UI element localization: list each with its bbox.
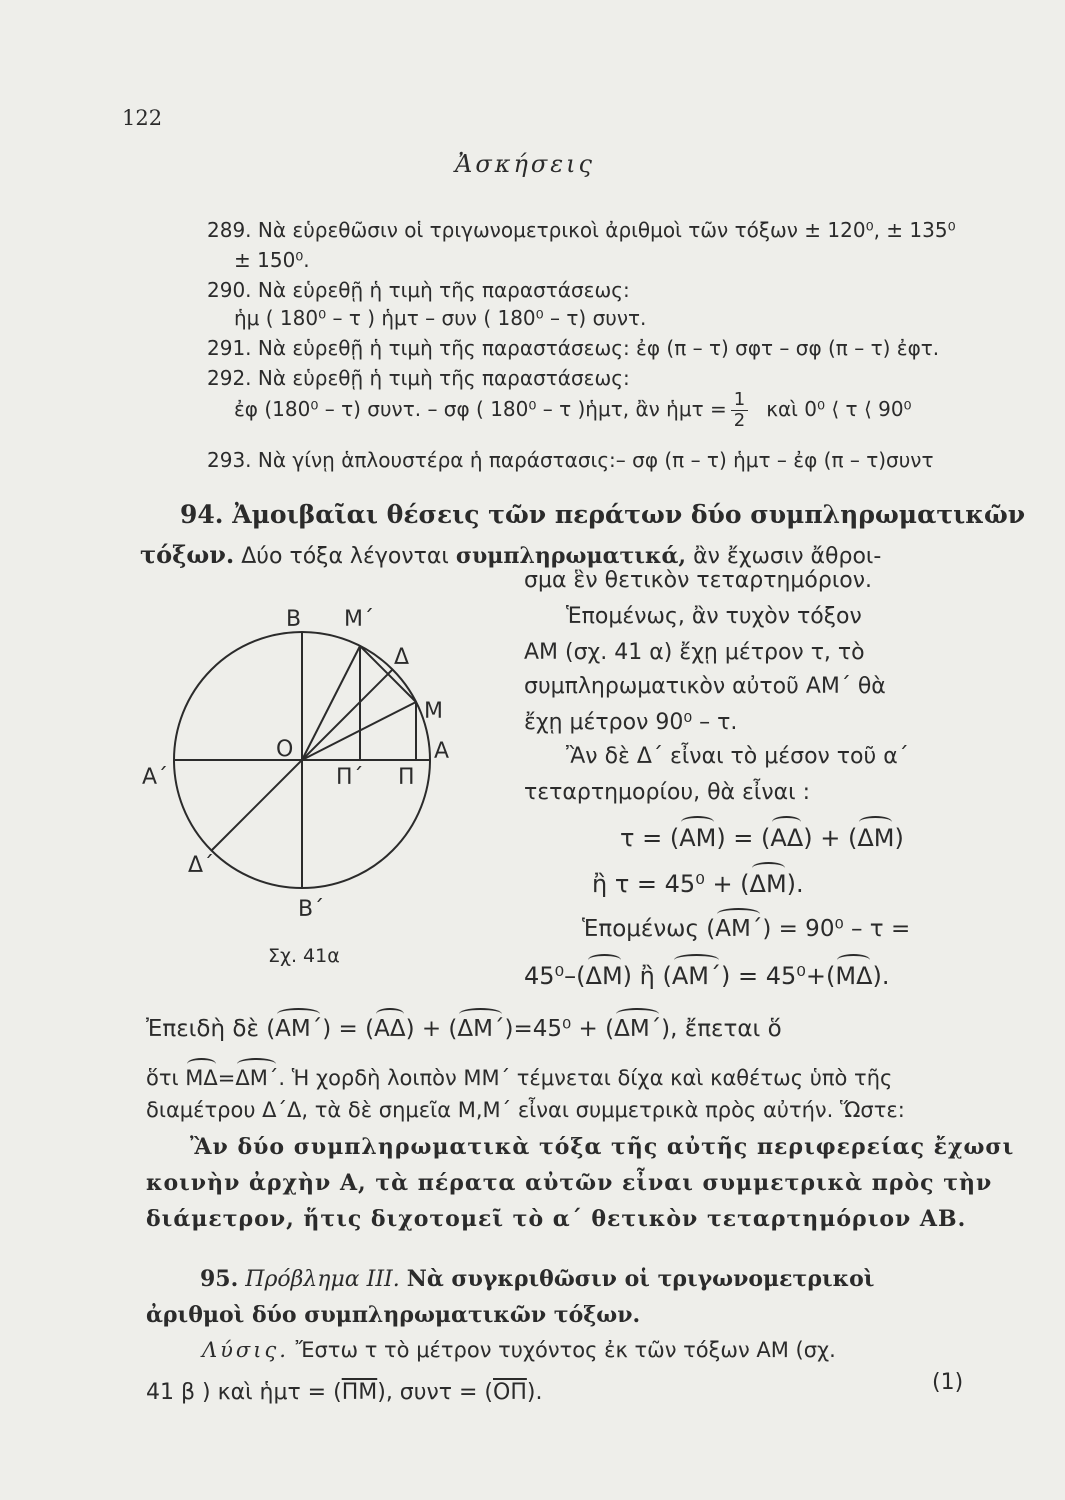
text-r4: συμπληρωματικὸν αὐτοῦ ΑΜ΄ θὰ <box>524 674 886 699</box>
theorem-line-2: κοινὴν ἀρχὴν Α, τὰ πέρατα αὐτῶν εἶναι συμμετρικὰ πρὸς τὴν <box>146 1170 993 1196</box>
full1-part-b: ) = ( <box>322 1016 375 1042</box>
eq4-part-c: ) = 45⁰+( <box>720 962 836 990</box>
label-b-prime: Β΄ <box>298 897 325 922</box>
equation-2 <box>592 866 804 898</box>
last-part-b: ), συντ = ( <box>377 1380 494 1405</box>
label-p: Π <box>398 765 415 790</box>
exercise-289: 289. Νὰ εὑρεθῶσιν οἱ τριγωνομετρικοὶ ἀριθμοὶ τῶν τόξων ± 120⁰, ± 135⁰ <box>207 218 956 242</box>
section-95-heading <box>200 1266 874 1292</box>
equation-number: (1) <box>932 1370 964 1395</box>
segment-pm: $\overline{\Pi M}$ <box>341 1380 378 1405</box>
arc-dm-prime: ΔΜ΄ <box>614 1012 661 1042</box>
label-b: Β <box>286 607 302 632</box>
theorem-line-1: Ἂν δύο συμπληρωματικὰ τόξα τῆς αὐτῆς περιφερείας ἔχωσι <box>190 1134 1015 1160</box>
arc-dm: ΔΜ <box>586 958 623 990</box>
full2-part-b: . Ἡ χορδὴ λοιπὸν ΜΜ΄ τέμνεται δίχα καὶ καθέτως ὑπὸ τῆς <box>278 1066 893 1090</box>
arc-dm: ΔΜ <box>750 866 787 898</box>
label-a: Α <box>434 739 450 764</box>
equation-3 <box>582 912 910 942</box>
exercise-292-expr-text: ἐφ (180⁰ – τ) συντ. – σφ ( 180⁰ – τ )ἡμτ, ἂν ἡμτ = <box>234 397 727 421</box>
section-95-title: Νὰ συγκριθῶσιν οἱ τριγωνομετρικοὶ <box>406 1266 875 1292</box>
eq2-part-a: ἢ τ = 45⁰ + ( <box>592 870 750 898</box>
fraction-denominator: 2 <box>733 410 746 431</box>
full-line-2 <box>146 1062 892 1090</box>
page-number: 122 <box>122 106 163 130</box>
arc-ad: ΑΔ <box>374 1012 405 1042</box>
full1-part-c: ) + ( <box>405 1016 458 1042</box>
term-complementary: συμπληρωματικά, <box>455 543 687 569</box>
solution-label: Λύσις. <box>202 1338 289 1362</box>
eq1-part-c: ) + ( <box>803 824 858 852</box>
exercise-289-cont: ± 150⁰. <box>234 248 310 272</box>
label-d: Δ <box>394 645 410 670</box>
arc-ad: ΑΔ <box>770 820 803 852</box>
radius-om-prime <box>302 646 360 760</box>
text-r6: Ἂν δὲ Δ΄ εἶναι τὸ μέσον τοῦ α΄ <box>566 744 909 769</box>
equation-4 <box>524 958 889 990</box>
figure-caption: Σχ. 41α <box>268 945 340 967</box>
eq3-part-a: Ἑπομένως ( <box>582 916 716 942</box>
exercise-293: 293. Νὰ γίνῃ ἁπλουστέρα ἡ παράστασις:– σφ (π – τ) ἡμτ – ἐφ (π – τ)συντ <box>207 448 934 472</box>
arc-dm-prime: ΔΜ΄ <box>235 1062 278 1090</box>
equation-1 <box>620 820 904 852</box>
text-r5: ἔχῃ μέτρον 90⁰ – τ. <box>524 710 738 735</box>
eq2-part-b: ). <box>786 870 804 898</box>
arc-md: ΜΔ <box>835 958 872 990</box>
solution-line <box>202 1338 836 1362</box>
exercise-291: 291. Νὰ εὑρεθῇ ἡ τιμὴ τῆς παραστάσεως: ἐφ (π – τ) σφτ – σφ (π – τ) ἐφτ. <box>207 336 940 360</box>
last-line <box>146 1380 542 1405</box>
eq4-part-d: ). <box>872 962 890 990</box>
label-d-prime: Δ΄ <box>188 853 215 878</box>
section-95-title-cont: ἀριθμοὶ δύο συμπληρωματικῶν τόξων. <box>146 1302 641 1328</box>
full1-part-a: Ἐπειδὴ δὲ ( <box>146 1016 276 1042</box>
section-95-number: 95. <box>200 1266 239 1292</box>
eq1-part-b: ) = ( <box>716 824 771 852</box>
full2-eq: = <box>217 1066 236 1090</box>
text-r1: σμα ἓν θετικὸν τεταρτημόριον. <box>524 568 873 593</box>
solution-text: Ἔστω τ τὸ μέτρον τυχόντος ἐκ τῶν τόξων ΑΜ (σχ. <box>295 1338 836 1362</box>
label-m: Μ <box>424 699 443 724</box>
eq4-part-a: 45⁰–( <box>524 962 586 990</box>
fraction-one-half <box>731 390 748 431</box>
eq1-part-d: ) <box>894 824 904 852</box>
full1-part-d: )=45⁰ + ( <box>504 1016 615 1042</box>
arc-am-prime: ΑΜ΄ <box>715 912 762 942</box>
exercise-292: 292. Νὰ εὑρεθῇ ἡ τιμὴ τῆς παραστάσεως: <box>207 366 630 390</box>
arc-md: ΜΔ <box>185 1062 217 1090</box>
full2-part-a: ὅτι <box>146 1066 179 1090</box>
full-line-1 <box>146 1012 782 1042</box>
section-94-heading: 94. Ἀμοιβαῖαι θέσεις τῶν περάτων δύο συμπληρωματικῶν <box>180 500 1026 529</box>
text-r3: ΑΜ (σχ. 41 α) ἔχῃ μέτρον τ, τὸ <box>524 640 865 665</box>
label-m-prime: Μ΄ <box>344 607 374 632</box>
label-p-prime: Π΄ <box>336 765 364 790</box>
exercise-290-expr: ἡμ ( 180⁰ – τ ) ἡμτ – συν ( 180⁰ – τ) συντ. <box>234 306 647 330</box>
label-o: Ο <box>276 737 294 762</box>
text-r2: Ἑπομένως, ἂν τυχὸν τόξον <box>566 604 862 629</box>
eq1-part-a: τ = ( <box>620 824 680 852</box>
last-part-c: ). <box>526 1380 543 1405</box>
section-94-line1 <box>140 540 881 569</box>
text-r7: τεταρτημορίου, θὰ εἶναι : <box>524 780 811 805</box>
arc-am-prime: ΑΜ΄ <box>672 958 721 990</box>
figure-41a <box>140 598 470 978</box>
eq4-part-b: ) ἢ ( <box>622 962 672 990</box>
eq3-part-b: ) = 90⁰ – τ = <box>762 916 911 942</box>
exercise-292-range: καὶ 0⁰ ⟨ τ ⟨ 90⁰ <box>766 397 912 421</box>
arc-dm: ΔΜ <box>857 820 894 852</box>
full1-part-e: ), ἔπεται ὅ <box>661 1016 782 1042</box>
full-line-3: διαμέτρου Δ΄Δ, τὰ δὲ σημεῖα Μ,Μ΄ εἶναι συμμετρικὰ πρὸς αὐτήν. Ὥστε: <box>146 1098 905 1122</box>
section-94-text-b: ἂν ἔχωσιν ἄθροι- <box>693 544 882 569</box>
section-94-text-a: Δύο τόξα λέγονται <box>241 544 449 569</box>
problem-label: Πρόβλημα III. <box>245 1267 400 1292</box>
fraction-numerator: 1 <box>731 390 748 411</box>
section-title: Ἀσκήσεις <box>455 150 595 178</box>
arc-am-prime: ΑΜ΄ <box>275 1012 322 1042</box>
exercise-292-expr <box>234 390 912 431</box>
section-94-heading-end: τόξων. <box>140 540 235 569</box>
arc-am: ΑΜ <box>679 820 716 852</box>
theorem-line-3: διάμετρον, ἥτις διχοτομεῖ τὸ α΄ θετικὸν τεταρτημόριον ΑΒ. <box>146 1206 967 1232</box>
label-a-prime: Α΄ <box>142 765 169 790</box>
arc-dm-prime: ΔΜ΄ <box>457 1012 504 1042</box>
exercise-290: 290. Νὰ εὑρεθῇ ἡ τιμὴ τῆς παραστάσεως: <box>207 278 630 302</box>
last-part-a: 41 β ) καὶ ἡμτ = ( <box>146 1380 342 1405</box>
segment-op: $\overline{O\Pi}$ <box>493 1380 527 1405</box>
